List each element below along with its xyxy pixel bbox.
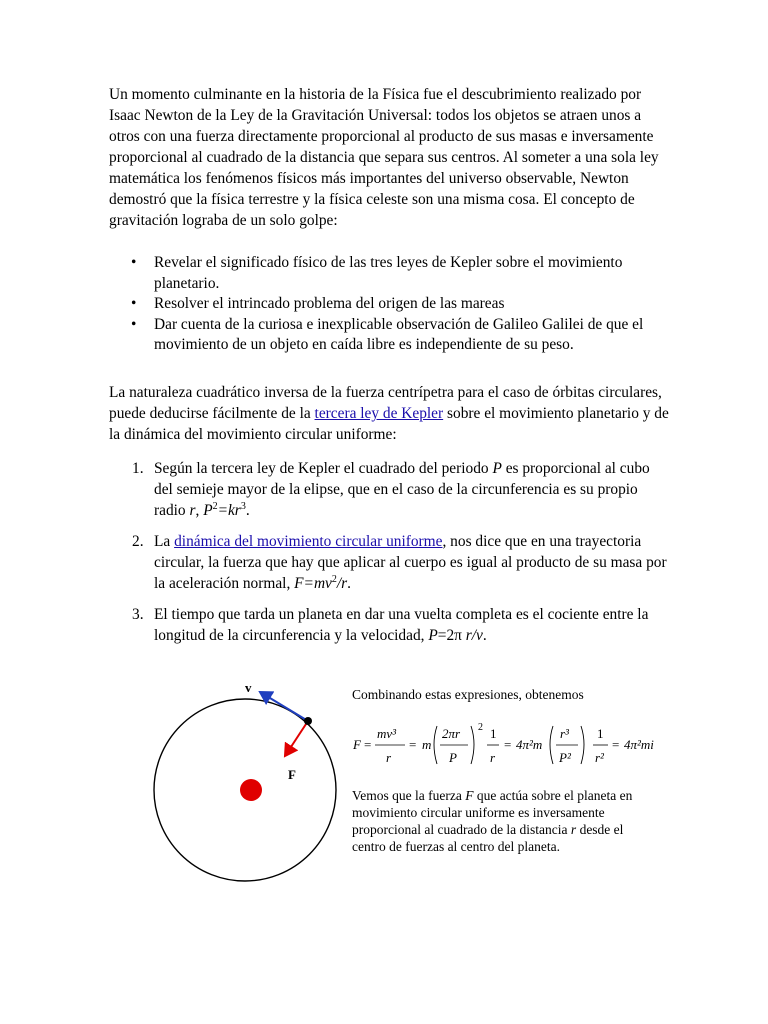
f-r: r	[386, 750, 392, 765]
planet	[304, 717, 312, 725]
paren-close	[471, 726, 474, 764]
f-m: m	[422, 737, 432, 752]
period: .	[482, 627, 487, 644]
paren-open	[550, 726, 553, 764]
bullet-text: Dar cuenta de la curiosa e inexplicable observación de Galileo Galilei de que el movimiento de un objeto en caída libre es independiente de su peso.	[154, 315, 644, 353]
bullet-list	[109, 253, 679, 356]
bullet-text: Resolver el intrincado problema del origen de las mareas	[154, 295, 505, 312]
sun	[240, 779, 262, 801]
formula-F: F=mv	[294, 575, 332, 592]
item-number: 2.	[132, 533, 144, 550]
period: .	[245, 502, 250, 519]
item-text: El tiempo que tarda un planeta en dar una vuelta completa es el cociente entre la longitud de la circunferencia y la velocidad,	[154, 606, 649, 644]
exponent: 3	[240, 500, 246, 512]
list-item	[109, 315, 679, 356]
bullet-icon: •	[131, 315, 137, 333]
f-r: r	[490, 750, 496, 765]
numbered-item-1	[109, 458, 669, 521]
intro-paragraph: Un momento culminante en la historia de la Física fue el descubrimiento realizado por Isaac Newton de la Ley de la Gravitación Universal: todos los objetos se atraen unos a otros con una fuerza directamente proporcional al producto de sus masas e inversamente proporcional al cuadrado de la distancia que separa sus centros. Al someter a una sola ley matemática los fenómenos físicos más importantes del universo observable, Newton demostró que la física terrestre y la física celeste son una misma cosa. El concepto de gravitación lograba de un solo golpe:	[109, 86, 659, 229]
list-item	[109, 253, 679, 294]
formula-kr: =kr	[217, 502, 241, 519]
symbol-P: P	[492, 460, 502, 477]
period: .	[347, 575, 352, 592]
exponent: 2	[212, 500, 218, 512]
velocity-label: v	[245, 680, 252, 695]
conclusion-text	[352, 787, 652, 855]
f-P2: P²	[559, 750, 571, 765]
item-number: 3.	[132, 606, 144, 623]
symbol-r: r	[570, 822, 577, 837]
f-r2: r²	[595, 750, 604, 765]
bullet-icon: •	[131, 254, 137, 271]
orbit-diagram	[150, 672, 340, 882]
kepler-paragraph	[109, 382, 669, 445]
formula-r-over-v: r/v	[465, 627, 483, 644]
f-one: 1	[597, 726, 604, 741]
formula-P: P	[203, 502, 213, 519]
formula-2pi: =2π	[437, 627, 466, 644]
f-r3: r³	[560, 726, 569, 741]
circular-motion-link[interactable]: dinámica del movimiento circular uniforme	[174, 533, 443, 550]
force-arrow	[285, 721, 308, 756]
f-eq: =	[409, 737, 417, 752]
bullet-icon: •	[131, 295, 137, 312]
conclusion-part: desde el centro de fuerzas al centro del planeta.	[352, 822, 624, 854]
f-2pir: 2πr	[442, 726, 461, 741]
item-text: , nos dice que en una trayectoria circular, la fuerza que hay que aplicar al cuerpo es igual al producto de su masa por la aceleración normal,	[154, 533, 667, 592]
symbol-r: r	[189, 502, 196, 519]
item-text: es proporcional al cubo del semieje mayor de la elipse, que en el caso de la circunferencia es su propio radio	[154, 460, 650, 519]
force-label: F	[288, 767, 296, 782]
item-text: Según la tercera ley de Kepler el cuadrado del periodo	[154, 460, 493, 477]
f-one: 1	[490, 726, 497, 741]
f-sq: 2	[478, 722, 483, 733]
f-eq: =	[612, 737, 620, 752]
kepler-third-law-link[interactable]: tercera ley de Kepler	[314, 405, 444, 422]
f-4pi2m: 4π²m	[516, 737, 543, 752]
combine-text: Combinando estas expresiones, obtenemos	[352, 687, 584, 702]
symbol-F: F	[465, 788, 474, 803]
conclusion-part: Vemos que la fuerza	[352, 788, 466, 803]
formula-P: P	[428, 627, 438, 644]
f-F: F	[353, 737, 361, 752]
paren-open	[434, 726, 437, 764]
exponent: 2	[331, 573, 337, 585]
kepler-paragraph-text: La naturaleza cuadrático inversa de la fuerza centrípetra para el caso de órbitas circulares, puede deducirse fácilmente de la	[109, 384, 662, 422]
conclusion-part: que actúa sobre el planeta en movimiento circular uniforme es inversamente proporcional al cuadrado de la distancia	[352, 788, 633, 837]
formula-r: /r	[336, 575, 348, 592]
f-eq: =	[504, 737, 512, 752]
f-P: P	[449, 750, 457, 765]
velocity-arrow	[260, 692, 308, 721]
f-eq: =	[364, 737, 372, 752]
numbered-item-3	[109, 604, 669, 646]
paren-close	[581, 726, 584, 764]
bullet-text: Revelar el significado físico de las tres leyes de Kepler sobre el movimiento planetario.	[154, 254, 623, 292]
numbered-item-2	[109, 531, 669, 594]
separator: ,	[195, 502, 204, 519]
list-item	[109, 294, 679, 315]
f-mv3: mv³	[377, 726, 397, 741]
item-text: La	[154, 533, 175, 550]
gravitation-formula	[352, 716, 658, 772]
f-tail: 4π²mi	[624, 737, 654, 752]
item-number: 1.	[132, 460, 144, 477]
kepler-paragraph-text-end: sobre el movimiento planetario y de la dinámica del movimiento circular uniforme:	[109, 405, 669, 443]
